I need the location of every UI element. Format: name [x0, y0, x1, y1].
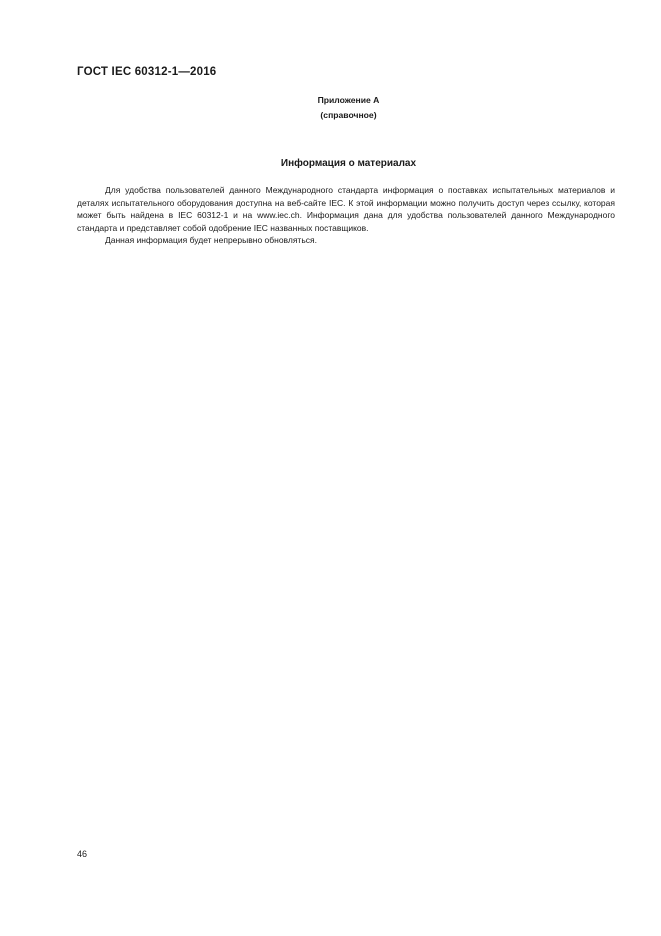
document-code: ГОСТ IEC 60312-1—2016: [77, 66, 217, 78]
annex-title: Приложение А: [317, 95, 380, 105]
page-number: 46: [77, 849, 88, 859]
paragraph: Для удобства пользователей данного Международного стандарта информация о поставках испытательных материалов и деталях испытательного оборудования доступна на веб-сайте IEC. К этой информации можно получить доступ через ссылку, которая может быть найдена в IEC 60312-1 и на www.iec.ch. Информация дана для удобства пользователей данного Международного стандарта и представляет собой одобрение IEC названных поставщиков.: [77, 185, 615, 233]
body-text: [77, 184, 615, 247]
section-title: Информация о материалах: [280, 158, 417, 169]
annex-type: (справочное): [320, 110, 377, 120]
paragraph: Данная информация будет непрерывно обновляться.: [105, 235, 317, 246]
